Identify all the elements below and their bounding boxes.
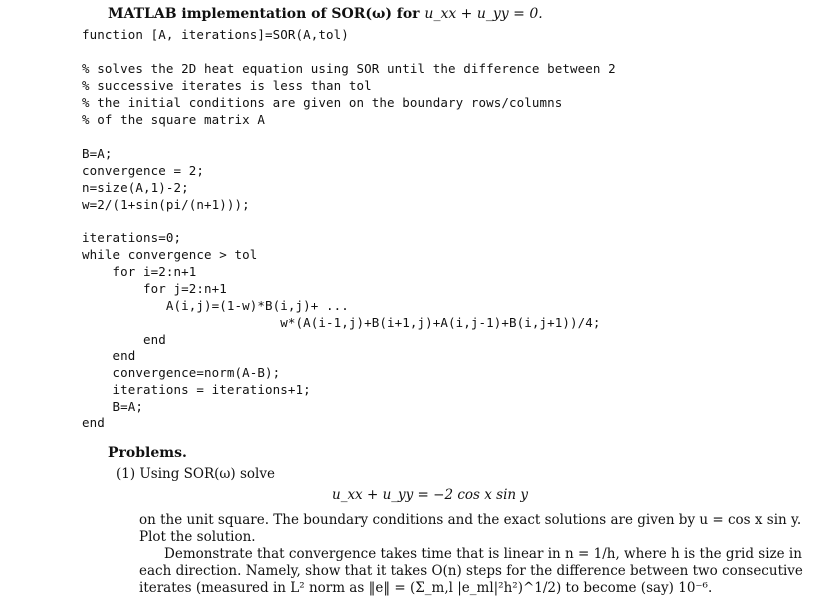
code-line: convergence=norm(A-B);	[82, 365, 281, 380]
code-line: % of the square matrix A	[82, 112, 266, 127]
code-line: iterations = iterations+1;	[82, 382, 311, 397]
code-line: while convergence > tol	[82, 247, 258, 262]
problem-1-text: Plot the solution.	[139, 529, 256, 545]
code-line: for j=2:n+1	[82, 281, 227, 296]
code-line: n=size(A,1)-2;	[82, 180, 189, 195]
code-line: end	[82, 415, 105, 430]
code-line: w*(A(i-1,j)+B(i+1,j)+A(i,j-1)+B(i,j+1))/4;	[82, 315, 601, 330]
problem-1-label: (1) Using SOR(ω) solve	[116, 466, 275, 482]
problem-1-text: Demonstrate that convergence takes time that is linear in n = 1/h, where h is the grid size in	[164, 546, 802, 562]
code-line: for i=2:n+1	[82, 264, 197, 279]
problem-1-text: on the unit square. The boundary conditions and the exact solutions are given by u = cos x sin y.	[139, 512, 802, 528]
code-line: % solves the 2D heat equation using SOR until the difference between 2	[82, 61, 616, 76]
code-line: function [A, iterations]=SOR(A,tol)	[82, 27, 349, 42]
code-line: B=A;	[82, 399, 144, 414]
code-line: convergence = 2;	[82, 163, 205, 178]
code-line: end	[82, 348, 136, 363]
code-line: iterations=0;	[82, 230, 182, 245]
code-line: B=A;	[82, 146, 113, 161]
problem-1-text: each direction. Namely, show that it takes O(n) steps for the difference between two consecutive	[139, 563, 803, 579]
code-line: A(i,j)=(1-w)*B(i,j)+ ...	[82, 298, 349, 313]
problem-1-equation: u_xx + u_yy = −2 cos x sin y	[332, 487, 529, 503]
code-line: % successive iterates is less than tol	[82, 78, 372, 93]
problems-heading: Problems.	[108, 445, 187, 461]
problem-1-text: iterates (measured in L² norm as ‖e‖ = (Σ_m,l |e_ml|²h²)^1/2) to become (say) 10⁻⁶.	[139, 580, 713, 596]
code-line: % the initial conditions are given on the boundary rows/columns	[82, 95, 563, 110]
title-equation: u_xx + u_yy = 0.	[424, 6, 543, 22]
title-text: MATLAB implementation of SOR(ω) for	[108, 6, 425, 22]
page-title	[108, 6, 543, 22]
code-line: w=2/(1+sin(pi/(n+1)));	[82, 197, 250, 212]
code-line: end	[82, 332, 166, 347]
